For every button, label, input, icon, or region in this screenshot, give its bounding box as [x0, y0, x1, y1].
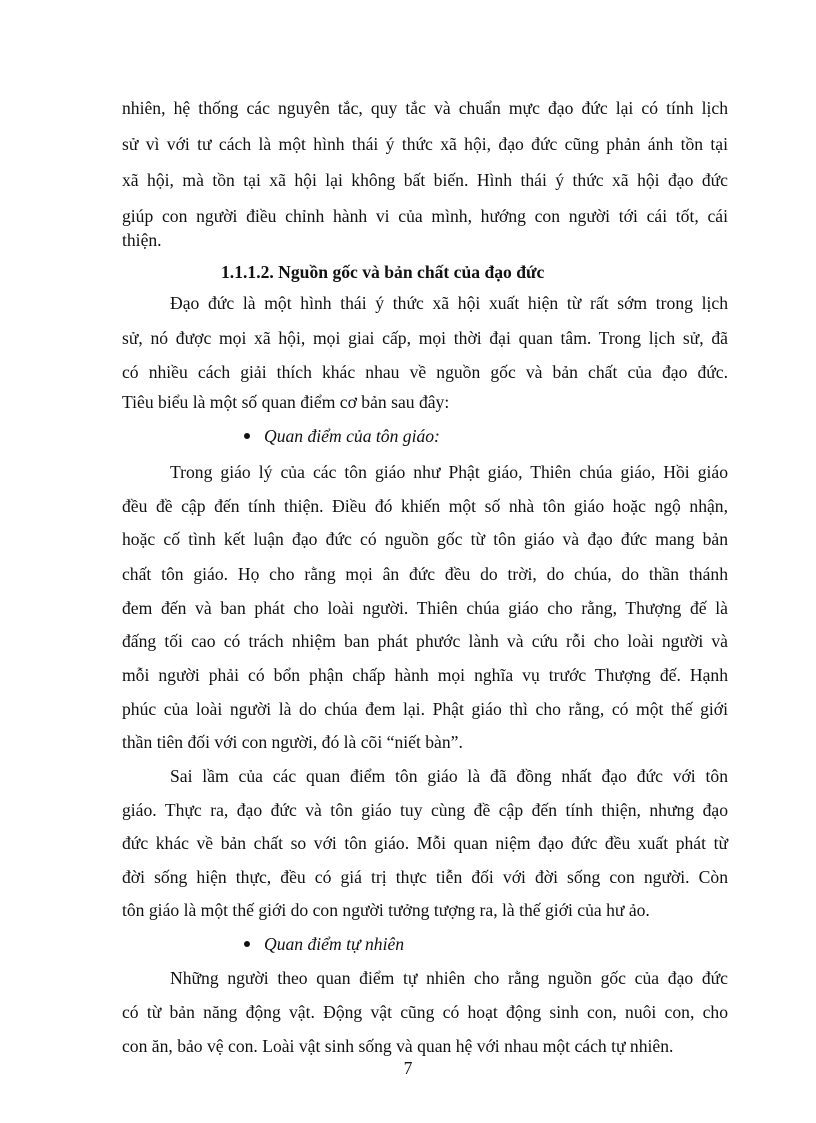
paragraph-line: có từ bản năng động vật. Động vật cũng có hoạt động sinh con, nuôi con, cho: [122, 1002, 728, 1022]
paragraph-line: giáo. Thực ra, đạo đức và tôn giáo tuy cùng đề cập đến tính thiện, nhưng đạo: [122, 800, 728, 820]
paragraph-line: Những người theo quan điểm tự nhiên cho rằng nguồn gốc của đạo đức: [170, 968, 728, 988]
paragraph-line: xã hội, mà tồn tại xã hội lại không bất biến. Hình thái ý thức xã hội đạo đức: [122, 170, 728, 190]
section-heading: 1.1.1.2. Nguồn gốc và bản chất của đạo đức: [221, 262, 545, 282]
bullet-item: [244, 426, 440, 446]
paragraph-line: thần tiên đối với con người, đó là cõi “niết bàn”.: [122, 732, 463, 752]
paragraph-line: đấng tối cao có trách nhiệm ban phát phước lành và cứu rỗi cho loài người và: [122, 631, 728, 651]
bullet-icon: [244, 433, 250, 439]
paragraph-line: Sai lầm của các quan điểm tôn giáo là đã đồng nhất đạo đức với tôn: [170, 766, 728, 786]
paragraph-line: Đạo đức là một hình thái ý thức xã hội xuất hiện từ rất sớm trong lịch: [170, 293, 728, 313]
paragraph-line: có nhiều cách giải thích khác nhau về nguồn gốc và bản chất của đạo đức.: [122, 362, 728, 382]
paragraph-line: Tiêu biểu là một số quan điểm cơ bản sau đây:: [122, 392, 450, 412]
paragraph-line: phúc của loài người là do chúa đem lại. Phật giáo thì cho rằng, có một thế giới: [122, 699, 728, 719]
paragraph-line: nhiên, hệ thống các nguyên tắc, quy tắc và chuẩn mực đạo đức lại có tính lịch: [122, 98, 728, 118]
bullet-text: Quan điểm tự nhiên: [264, 934, 405, 954]
paragraph-line: đời sống hiện thực, đều có giá trị thực tiễn đối với đời sống con người. Còn: [122, 867, 728, 887]
paragraph-line: đều đề cập đến tính thiện. Điều đó khiến một số nhà tôn giáo hoặc ngộ nhận,: [122, 496, 728, 516]
paragraph-line: tôn giáo là một thế giới do con người tưởng tượng ra, là thế giới của hư ảo.: [122, 900, 650, 920]
paragraph-line: chất tôn giáo. Họ cho rằng mọi ân đức đều do trời, do chúa, do thần thánh: [122, 564, 728, 584]
paragraph-line: đem đến và ban phát cho loài người. Thiên chúa giáo cho rằng, Thượng đế là: [122, 598, 728, 618]
paragraph-line: sử vì với tư cách là một hình thái ý thức xã hội, đạo đức cũng phản ánh tồn tại: [122, 134, 728, 154]
paragraph-line: mỗi người phải có bổn phận chấp hành mọi nghĩa vụ trước Thượng đế. Hạnh: [122, 665, 728, 685]
bullet-item: [244, 934, 404, 954]
paragraph-line: hoặc cố tình kết luận đạo đức có nguồn gốc từ tôn giáo và đạo đức mang bản: [122, 529, 728, 549]
paragraph-line: con ăn, bảo vệ con. Loài vật sinh sống và quan hệ với nhau một cách tự nhiên.: [122, 1036, 674, 1056]
bullet-text: Quan điểm của tôn giáo:: [264, 426, 440, 446]
paragraph-line: sử, nó được mọi xã hội, mọi giai cấp, mọi thời đại quan tâm. Trong lịch sử, đã: [122, 328, 728, 348]
page-number: 7: [403, 1058, 413, 1078]
bullet-icon: [244, 941, 250, 947]
paragraph-line: Trong giáo lý của các tôn giáo như Phật giáo, Thiên chúa giáo, Hồi giáo: [170, 462, 728, 482]
paragraph-line: thiện.: [122, 230, 162, 250]
paragraph-line: đức khác về bản chất so với tôn giáo. Mỗi quan niệm đạo đức đều xuất phát từ: [122, 833, 728, 853]
paragraph-line: giúp con người điều chỉnh hành vi của mình, hướng con người tới cái tốt, cái: [122, 206, 728, 226]
